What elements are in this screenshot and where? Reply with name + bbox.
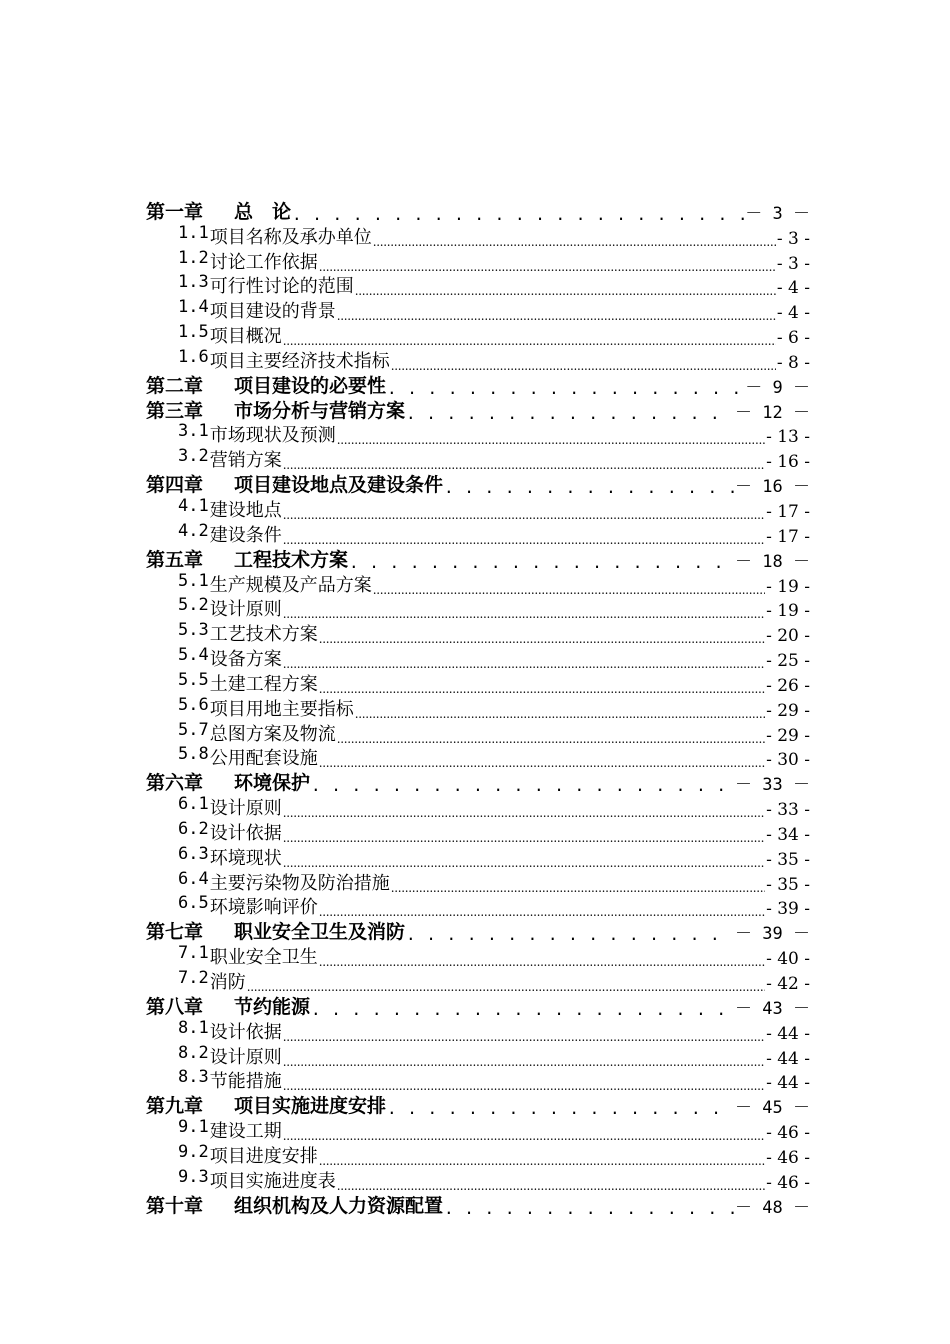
chapter-title: 工程技术方案 [234,548,349,571]
dot-leader [292,205,744,224]
toc-entry-label [178,1044,282,1069]
section-number: 5.1 [178,571,209,591]
section-number: 5.3 [178,621,209,641]
section-title: 环境影响评价 [209,897,318,919]
toc-entry-label [178,1143,318,1168]
section-title: 设备方案 [209,649,282,671]
dot-leader [283,458,765,472]
page-number: - 44 - [766,1048,810,1069]
toc-section-entry[interactable] [146,423,810,448]
section-title: 公用配套设施 [209,748,318,770]
toc-section-entry[interactable] [146,870,810,895]
section-number: 4.2 [178,521,209,541]
chapter-title: 环境保护 [234,772,311,795]
toc-section-entry[interactable] [146,671,810,696]
toc-section-entry[interactable] [146,447,810,472]
section-title: 项目用地主要指标 [209,698,354,720]
toc-entry-label [178,721,336,746]
toc-entry-label [146,398,405,423]
toc-entry-label [178,249,318,274]
toc-entry-label [178,746,318,771]
toc-section-entry[interactable] [146,323,810,348]
page-number: - 46 - [766,1172,810,1193]
page-number: - 33 - [766,800,810,821]
dot-leader [283,1055,765,1069]
page-number: - 39 - [766,899,810,920]
page-number: - 35 - [766,874,810,895]
toc-entry-label [178,597,282,622]
toc-entry-label [178,1168,336,1193]
page-number: - 42 - [766,974,810,994]
page-number: - 8 - [776,352,810,373]
toc-section-entry[interactable] [146,621,810,646]
page-number: － 33 － [735,775,810,796]
toc-section-entry[interactable] [146,721,810,746]
chapter-number: 第二章 [146,374,204,397]
toc-section-entry[interactable] [146,1069,810,1094]
toc-entry-label [178,323,282,348]
section-number: 3.2 [178,447,209,467]
section-title: 项目名称及承办单位 [209,226,372,248]
toc-section-entry[interactable] [146,1044,810,1069]
dot-leader [373,583,765,597]
dot-leader [247,980,765,994]
page-number: - 46 - [766,1123,810,1144]
toc-chapter-entry[interactable] [146,472,810,497]
section-number: 8.1 [178,1018,209,1038]
toc-entry-label [178,944,318,969]
chapter-number: 第八章 [146,995,204,1018]
page-number: - 29 - [766,700,810,721]
dot-leader [319,955,765,969]
section-number: 9.3 [178,1167,209,1187]
page-number: - 17 - [766,501,810,522]
section-title: 市场现状及预测 [209,425,336,447]
dot-leader [319,756,765,770]
toc-entry-label [178,895,318,920]
page-number: - 4 - [776,278,810,299]
section-title: 设计原则 [209,798,282,820]
page-number: - 29 - [766,725,810,746]
toc-chapter-entry[interactable] [146,1193,810,1218]
chapter-number: 第九章 [146,1095,204,1118]
section-title: 项目实施进度表 [209,1170,336,1192]
page-number: - 34 - [766,824,810,845]
toc-entry-label [178,1019,282,1044]
dot-leader [319,632,765,646]
page-number: - 26 - [766,675,810,696]
toc-chapter-entry[interactable] [146,199,810,224]
chapter-title: 组织机构及人力资源配置 [234,1194,444,1217]
toc-entry-label [178,447,282,472]
toc-section-entry[interactable] [146,969,810,994]
toc-section-entry[interactable] [146,522,810,547]
section-number: 4.1 [178,497,209,516]
toc-section-entry[interactable] [146,497,810,522]
toc-entry-label [178,870,390,895]
page-number: － 43 － [735,998,810,1019]
section-number: 5.5 [178,671,209,690]
dot-leader [349,553,734,572]
toc-entry-label [146,547,348,572]
section-number: 1.5 [178,323,209,343]
dot-leader [283,607,765,621]
section-number: 5.2 [178,596,209,616]
dot-leader [319,260,776,274]
toc-section-entry[interactable] [146,944,810,969]
section-number: 5.8 [178,745,209,765]
section-title: 节能措施 [209,1071,282,1093]
toc-entry-label [178,969,246,994]
chapter-title: 节约能源 [234,995,311,1018]
toc-entry-label [146,994,310,1019]
section-number: 3.1 [178,422,209,442]
section-number: 1.4 [178,298,209,318]
section-title: 设计依据 [209,822,282,844]
page-number: - 44 - [766,1023,810,1044]
dot-leader [283,533,765,547]
section-number: 9.2 [178,1143,209,1162]
dot-leader [283,334,776,348]
toc-entry-label [178,423,336,448]
section-title: 主要污染物及防治措施 [209,872,390,894]
toc-section-entry[interactable] [146,298,810,323]
section-title: 建设条件 [209,524,282,546]
toc-section-entry[interactable] [146,1168,810,1193]
page-number: - 19 - [766,601,810,622]
section-title: 可行性讨论的范围 [209,276,354,298]
toc-chapter-entry[interactable] [146,770,810,795]
toc-entry-label [178,1118,282,1143]
chapter-number: 第五章 [146,548,204,571]
dot-leader [319,905,765,919]
dot-leader [283,806,765,820]
table-of-contents [146,199,810,1218]
toc-entry-label [178,845,282,870]
section-number: 7.1 [178,944,209,964]
toc-section-entry[interactable] [146,224,810,249]
page-number: - 13 - [766,427,810,448]
section-number: 5.4 [178,646,209,666]
page-number: - 25 - [766,651,810,672]
toc-entry-label [146,199,291,224]
dot-leader [337,732,765,746]
page-number: － 16 － [735,477,810,498]
toc-chapter-entry[interactable] [146,547,810,572]
toc-section-entry[interactable] [146,1019,810,1044]
dot-leader [311,776,734,795]
dot-leader [283,1079,765,1093]
section-title: 建设地点 [209,499,282,521]
section-title: 总图方案及物流 [209,723,336,745]
toc-entry-label [178,497,282,522]
toc-section-entry[interactable] [146,348,810,373]
dot-leader [283,1030,765,1044]
page-number: － 45 － [735,1098,810,1119]
dot-leader [406,404,734,423]
toc-entry-label [178,1069,282,1094]
section-number: 7.2 [178,969,209,988]
page-number: - 46 - [766,1147,810,1168]
page-number: - 30 - [766,750,810,771]
dot-leader [283,856,765,870]
section-number: 6.2 [178,820,209,839]
page-number: - 17 - [766,526,810,547]
page-number: - 35 - [766,849,810,870]
dot-leader [355,707,765,721]
page-number: - 3 - [776,253,810,274]
dot-leader [355,284,776,298]
chapter-title: 项目实施进度安排 [234,1095,387,1118]
section-number: 5.7 [178,720,209,740]
page-number: － 39 － [735,924,810,945]
section-number: 5.6 [178,695,209,715]
chapter-number: 第一章 [146,200,204,223]
page-number: － 9 － [745,377,810,398]
chapter-title: 项目建设地点及建设条件 [234,474,444,497]
section-number: 6.4 [178,869,209,889]
section-number: 1.3 [178,273,209,293]
toc-entry-label [178,224,372,249]
toc-entry-label [178,572,372,597]
section-number: 6.3 [178,844,209,864]
chapter-number: 第六章 [146,772,204,795]
section-title: 讨论工作依据 [209,251,318,273]
page-number: - 3 - [776,228,810,249]
dot-leader [406,925,734,944]
page-number: － 3 － [745,203,810,224]
toc-entry-label [178,621,318,646]
section-title: 项目主要经济技术指标 [209,350,390,372]
page-number: - 40 - [766,949,810,970]
toc-section-entry[interactable] [146,845,810,870]
section-title: 设计原则 [209,1046,282,1068]
chapter-title: 市场分析与营销方案 [234,399,406,422]
toc-section-entry[interactable] [146,746,810,771]
dot-leader [311,1000,734,1019]
section-number: 9.1 [178,1118,209,1138]
chapter-number: 第七章 [146,921,204,944]
dot-leader [444,478,734,497]
toc-entry-label [178,646,282,671]
section-number: 1.1 [178,223,209,243]
section-number: 8.2 [178,1043,209,1063]
dot-leader [283,831,765,845]
section-number: 1.6 [178,348,209,367]
toc-section-entry[interactable] [146,249,810,274]
page-number: － 12 － [735,402,810,423]
toc-section-entry[interactable] [146,1143,810,1168]
section-title: 生产规模及产品方案 [209,574,372,596]
toc-entry-label [146,1193,443,1218]
page-number: - 44 - [766,1073,810,1094]
section-title: 消防 [209,972,246,993]
toc-section-entry[interactable] [146,1118,810,1143]
chapter-title: 项目建设的必要性 [234,374,387,397]
toc-section-entry[interactable] [146,646,810,671]
chapter-number: 第十章 [146,1194,204,1217]
toc-section-entry[interactable] [146,274,810,299]
section-number: 6.5 [178,894,209,914]
dot-leader [337,433,765,447]
toc-section-entry[interactable] [146,696,810,721]
toc-entry-label [146,373,386,398]
toc-entry-label [178,820,282,845]
toc-entry-label [178,671,318,696]
page-number: - 4 - [776,303,810,324]
page-number: - 6 - [776,328,810,349]
section-title: 土建工程方案 [209,673,318,695]
chapter-number: 第三章 [146,399,204,422]
dot-leader [444,1199,734,1218]
toc-entry-label [178,348,390,373]
dot-leader [387,1099,734,1118]
toc-chapter-entry[interactable] [146,994,810,1019]
dot-leader [283,657,765,671]
toc-section-entry[interactable] [146,597,810,622]
section-title: 工艺技术方案 [209,624,318,646]
dot-leader [373,235,776,249]
toc-entry-label [146,472,443,497]
dot-leader [283,1129,765,1143]
section-title: 设计原则 [209,599,282,621]
section-title: 营销方案 [209,450,282,472]
chapter-title: 职业安全卫生及消防 [234,921,406,944]
section-number: 8.3 [178,1068,209,1088]
toc-section-entry[interactable] [146,572,810,597]
section-title: 项目建设的背景 [209,301,336,323]
dot-leader [387,379,744,398]
toc-entry-label [178,522,282,547]
toc-entry-label [178,795,282,820]
toc-entry-label [178,274,354,299]
toc-chapter-entry[interactable] [146,398,810,423]
page-number: － 18 － [735,551,810,572]
toc-entry-label [178,696,354,721]
toc-chapter-entry[interactable] [146,373,810,398]
dot-leader [319,682,765,696]
page-number: - 19 - [766,576,810,597]
section-title: 建设工期 [209,1121,282,1143]
section-number: 1.2 [178,248,209,268]
toc-entry-label [178,298,336,323]
dot-leader [319,1154,765,1168]
toc-section-entry[interactable] [146,795,810,820]
dot-leader [337,309,776,323]
page-number: - 20 - [766,626,810,647]
page-number: － 48 － [735,1197,810,1218]
toc-chapter-entry[interactable] [146,919,810,944]
dot-leader [391,359,776,373]
toc-section-entry[interactable] [146,820,810,845]
section-title: 项目概况 [209,326,282,348]
page-number: - 16 - [766,452,810,473]
toc-entry-label [146,770,310,795]
toc-section-entry[interactable] [146,895,810,920]
chapter-title: 总 论 [234,200,292,223]
dot-leader [391,881,765,895]
section-title: 环境现状 [209,847,282,869]
section-title: 职业安全卫生 [209,947,318,969]
chapter-number: 第四章 [146,474,204,497]
toc-entry-label [146,919,405,944]
dot-leader [337,1179,765,1193]
toc-chapter-entry[interactable] [146,1093,810,1118]
section-title: 项目进度安排 [209,1145,318,1167]
dot-leader [283,508,765,522]
section-number: 6.1 [178,795,209,815]
section-title: 设计依据 [209,1021,282,1043]
toc-entry-label [146,1093,386,1118]
